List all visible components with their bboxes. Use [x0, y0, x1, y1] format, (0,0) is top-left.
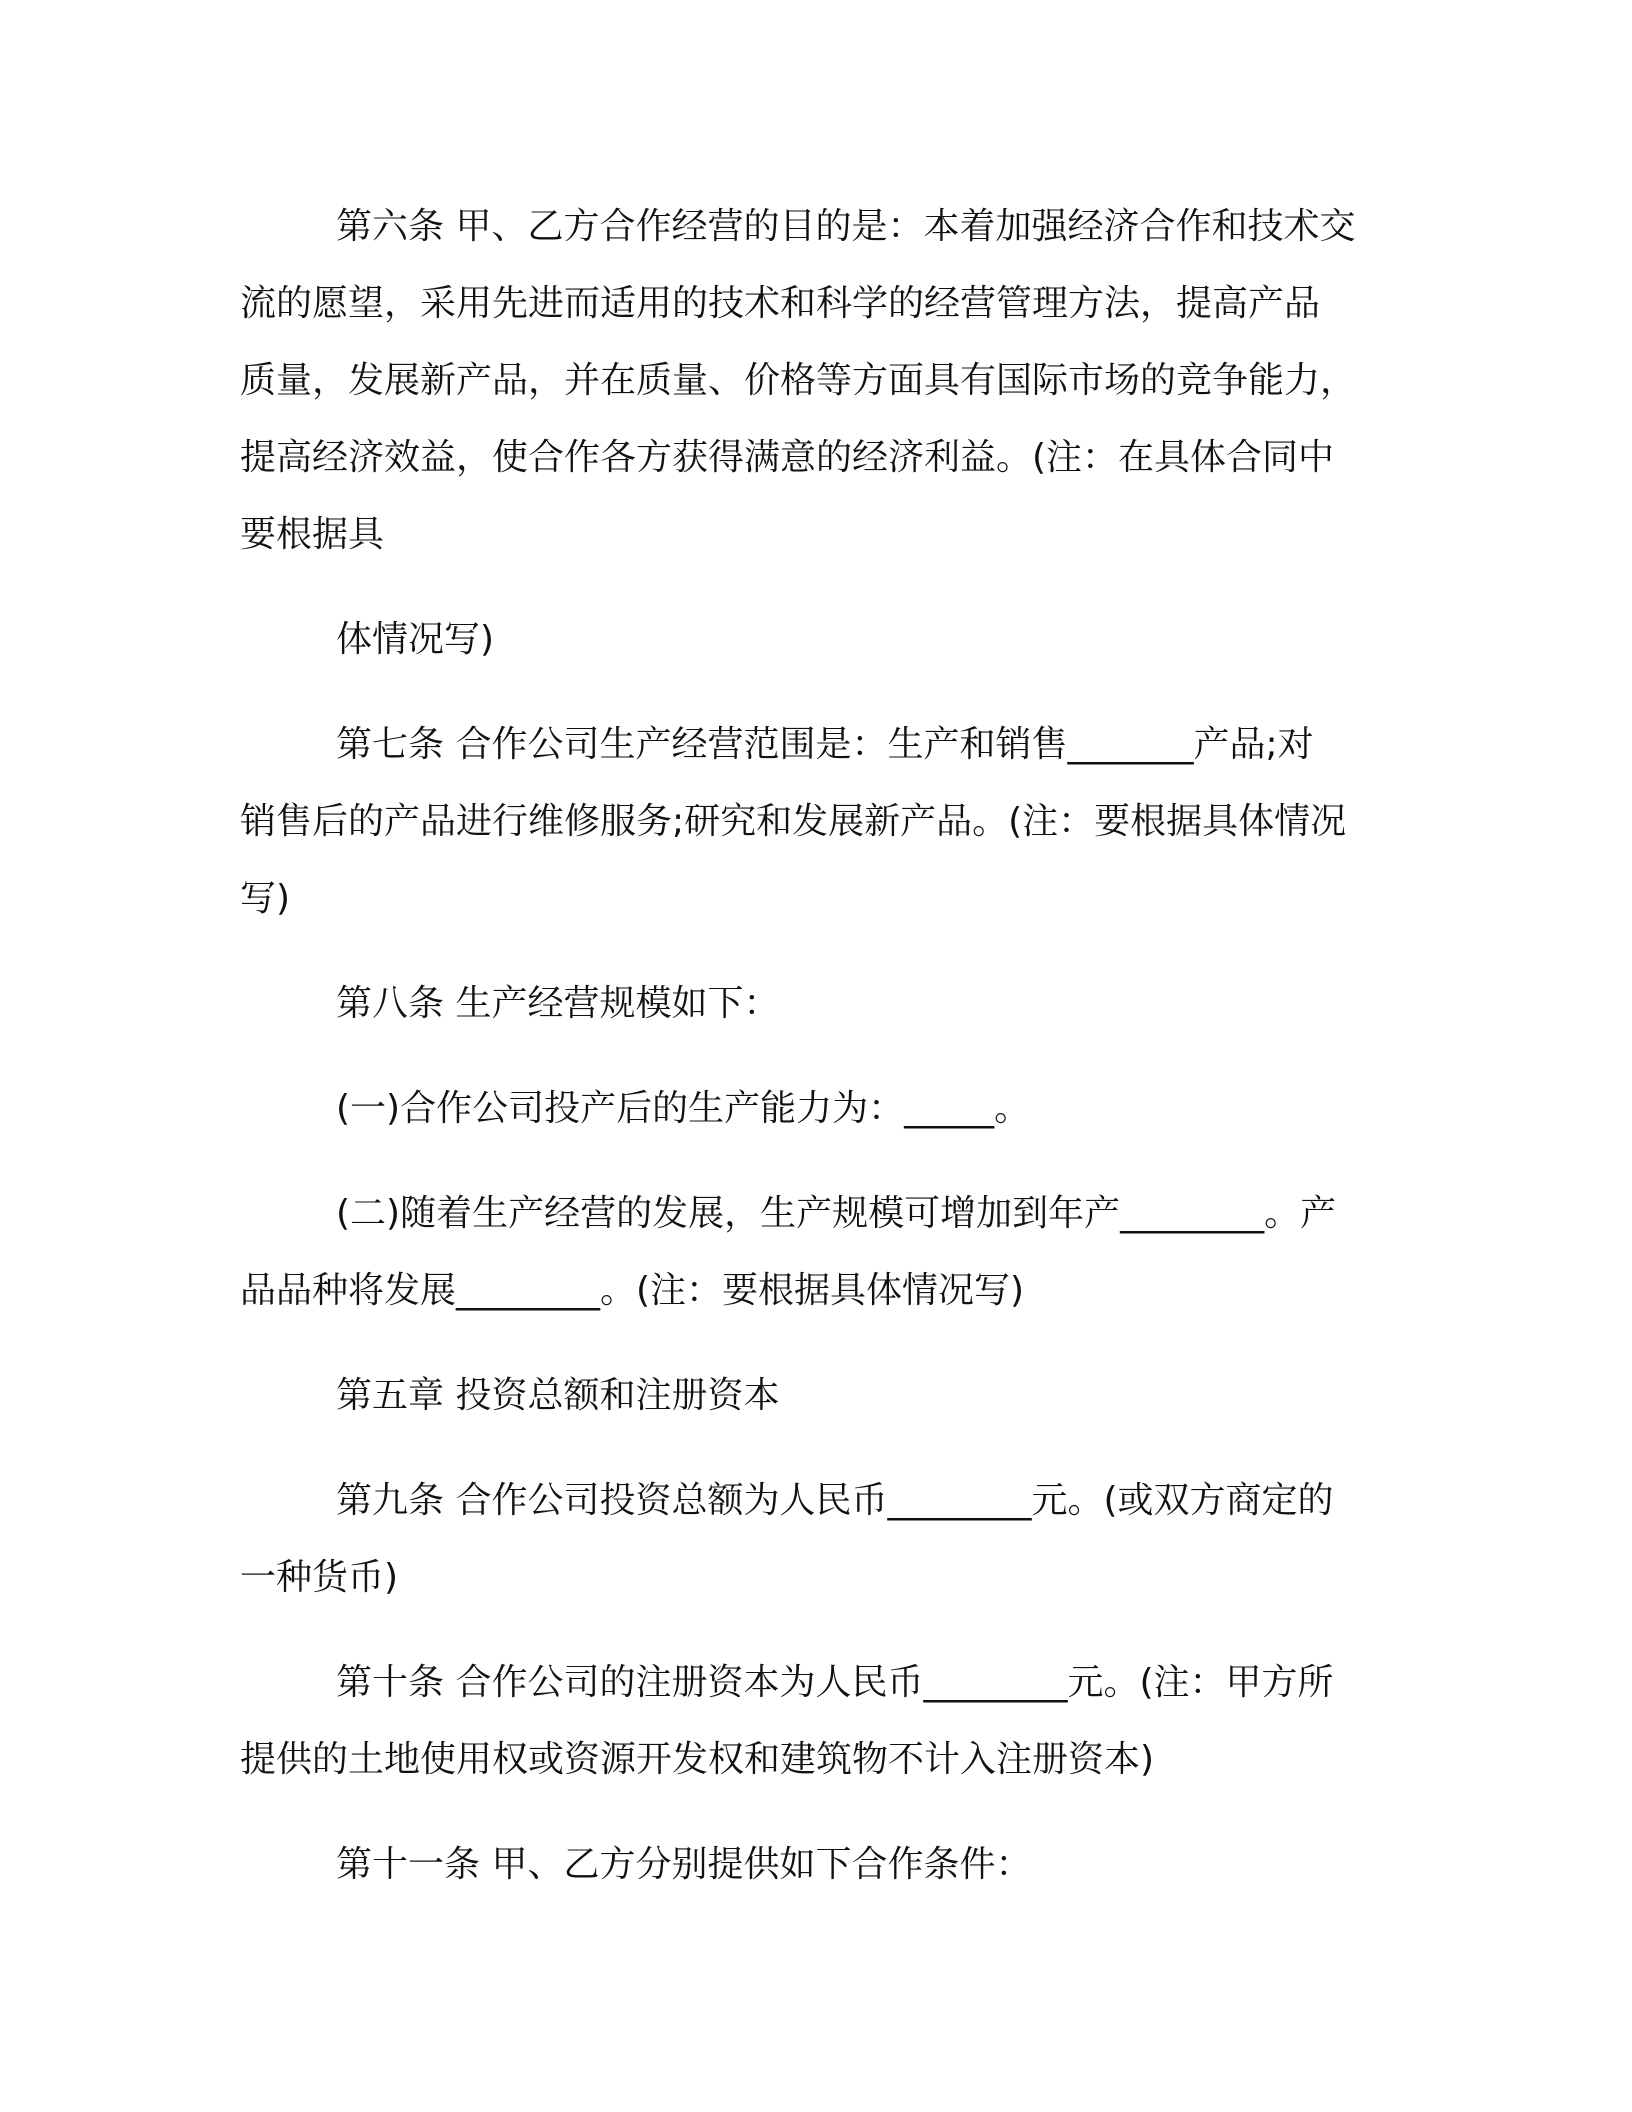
text-line: 体情况写) [336, 619, 495, 660]
text-line: 提高经济效益，使合作各方获得满意的经济利益。(注：在具体合同中 [240, 437, 1335, 478]
text-line: 质量，发展新产品，并在质量、价格等方面具有国际市场的竞争能力， [240, 360, 1357, 401]
text-line: 第六条 甲、乙方合作经营的目的是：本着加强经济合作和技术交 [336, 206, 1356, 247]
text-line: 写) [240, 878, 291, 919]
article-6-continuation [240, 601, 1390, 678]
text-line: 第九条 合作公司投资总额为人民币________元。(或双方商定的 [336, 1480, 1334, 1521]
article-6-paragraph [240, 188, 1390, 573]
text-line: 第七条 合作公司生产经营范围是：生产和销售_______产品;对 [336, 724, 1314, 765]
text-line: 流的愿望，采用先进而适用的技术和科学的经营管理方法，提高产品 [240, 283, 1321, 324]
article-7-paragraph [240, 706, 1390, 937]
article-9-paragraph [240, 1462, 1390, 1616]
text-line: 第八条 生产经营规模如下： [336, 983, 780, 1024]
text-line: 要根据具 [240, 514, 385, 555]
text-line: (二)随着生产经营的发展，生产规模可增加到年产________。产 [336, 1193, 1337, 1234]
text-line: 品品种将发展________。(注：要根据具体情况写) [240, 1270, 1025, 1311]
document-page [240, 188, 1390, 1931]
chapter-5-heading [240, 1357, 1390, 1434]
text-line: 第十一条 甲、乙方分别提供如下合作条件： [336, 1844, 1032, 1885]
text-line: 第五章 投资总额和注册资本 [336, 1375, 780, 1416]
article-11-paragraph [240, 1826, 1390, 1903]
text-line: 销售后的产品进行维修服务;研究和发展新产品。(注：要根据具体情况 [240, 801, 1347, 842]
article-8-item-1 [240, 1070, 1390, 1147]
text-line: 一种货币) [240, 1557, 399, 1598]
article-8-item-2 [240, 1175, 1390, 1329]
article-8-paragraph [240, 965, 1390, 1042]
article-10-paragraph [240, 1644, 1390, 1798]
text-line: 提供的土地使用权或资源开发权和建筑物不计入注册资本) [240, 1739, 1155, 1780]
text-line: 第十条 合作公司的注册资本为人民币________元。(注：甲方所 [336, 1662, 1334, 1703]
text-line: (一)合作公司投产后的生产能力为：_____。 [336, 1088, 1031, 1129]
